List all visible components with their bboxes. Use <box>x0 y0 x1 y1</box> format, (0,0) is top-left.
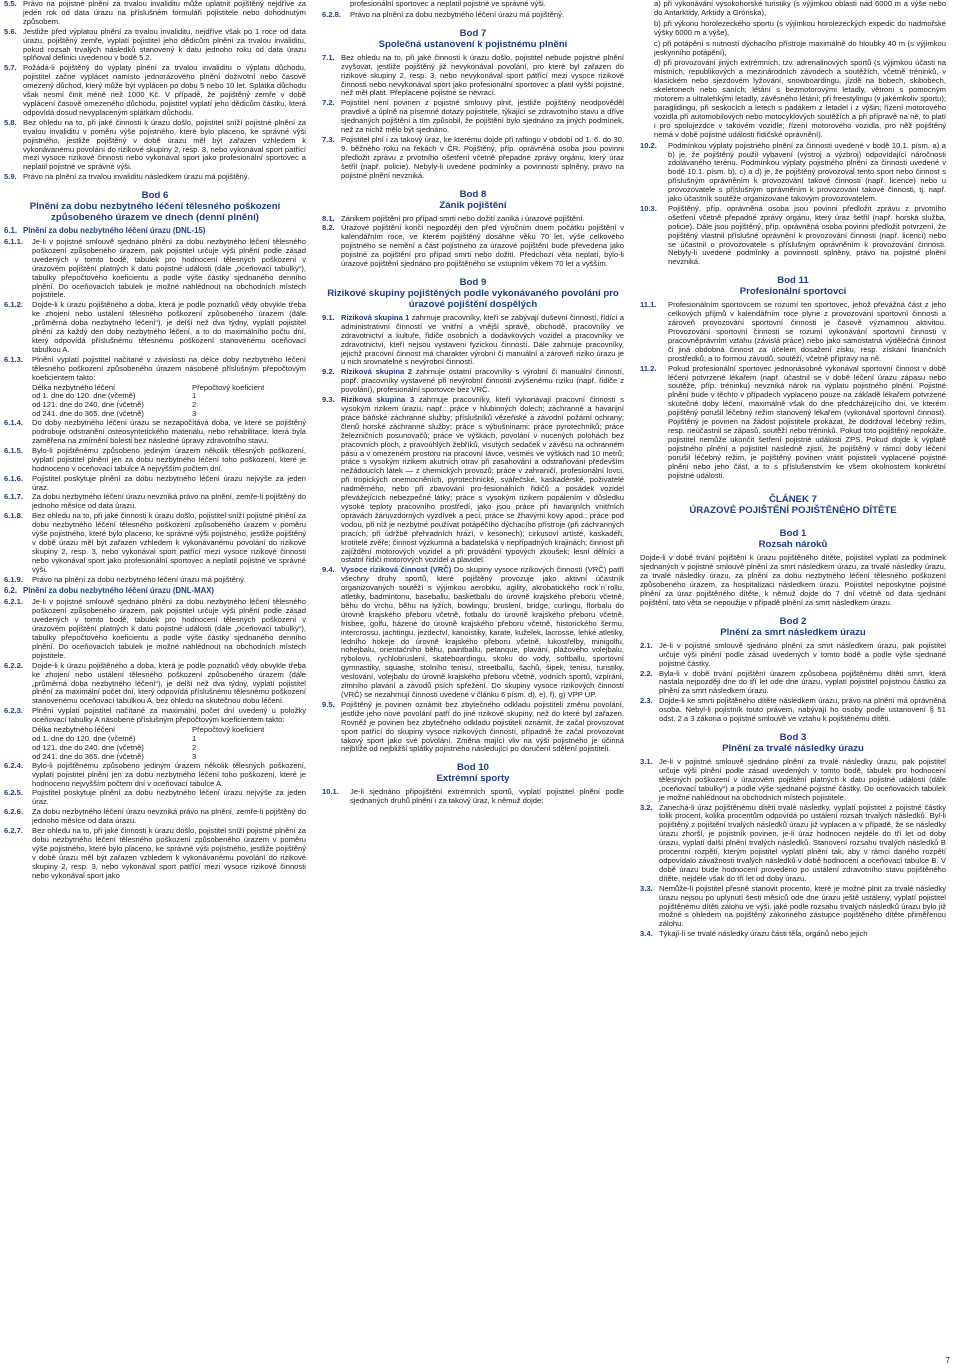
numbered-item <box>4 808 306 826</box>
column-right <box>640 0 946 940</box>
item-text <box>341 314 624 367</box>
item-text: Je-li v pojistné smlouvě sjednáno plnění za trvalé následky úrazu, pak pojistitel určuje výši plnění podle zásad uvedených v tomto bodě, tabulek pro hodnocení tělesných poškození v úrazovém pojištění platných k datu pojistné události (dále „oceňovací tabulky“) a podle výše sjednané pojistné částky. Do oceňovacích tabulek je možné nahlédnout na obchodních místech pojistitele. <box>659 757 946 802</box>
item-number: 6.1.7. <box>4 492 23 502</box>
bod3-heading: Plnění za trvalé následky úrazu <box>722 743 864 754</box>
bod2-items <box>640 642 946 724</box>
section-6-1-heading <box>4 227 306 236</box>
item-number: 5.6. <box>4 26 17 36</box>
item-number: 6.1.6. <box>4 473 23 483</box>
numbered-item <box>4 173 306 182</box>
section-6-2-heading <box>4 587 306 596</box>
item-text: Pojistitel poskytuje plnění za dobu nezbytného léčení úrazu nejvýše za jeden úraz. <box>32 788 306 807</box>
coef-duration: od 121. dne do 240. dne (včetně) <box>32 400 144 410</box>
coef-value: 3 <box>192 751 197 761</box>
bod10-items <box>322 788 624 806</box>
bod9-title: Bod 9 <box>459 276 487 288</box>
letter-item: b) při výkonu horolezeckého sportu (s výjimkou horolezeckých expedic do nadmořské výšky 6000 m a výše), <box>654 18 946 37</box>
clanek-7-heading-block <box>640 494 946 516</box>
numbered-item <box>4 512 306 574</box>
coef-duration: od 241. dne do 365. dne (včetně) <box>32 409 144 419</box>
coef-duration: od 121. dne do 240. dne (včetně) <box>32 742 144 752</box>
bod7-title: Bod 7 <box>459 27 487 39</box>
item-text: Zánikem pojištění pro případ smrti nebo dožití zaniká i úrazové pojištění. <box>341 213 585 223</box>
item-6-2-8: 6.2.8. Právo na plnění za dobu nezbytného léčení úrazu má pojištěný. <box>322 9 565 19</box>
bod9-items <box>322 314 624 754</box>
bod1-text: Dojde-li v době trvání pojištění k úrazu pojištěného dítěte, pojistitel vyplatí za podmínek sjednaných v pojistné smlouvě plnění za smrt následkem úrazu, za trvalé následky úrazu, za trvalé následky úrazu, za plnění za dobu nezbytného léčení tělesného poškození způsobeného úrazem, za hospitalizaci následkem úrazu. Pojistitel neposkytne pojistné plnění za úraz pojištěného dítěte, k němuž dojde do 7 dní včetně od data sjednání pojištění, tato věta se nepoužije v případě plnění za smrt následkem úrazu. <box>640 553 946 607</box>
bod1-title: Bod 1 <box>779 528 807 540</box>
item-text: Profesionálním sportovcem se rozumí ten sportovec, jehož převážná část z jeho celkových příjmů v kalendářním roce plyne z provozování sportovní činnosti a zároveň provozování sportovní činnosti je časově významnou aktivitou. Provozování sportovní činnosti se rozumí vykonávání sportovní činnosti v pracovněprávním vztahu (závislá práce) nebo jako samostatná výdělečná činnost či jiná obdobná činnost za účelem dosažení zisku, resp. získání finančních prostředků, a to formou závodů, soutěží, včetně přípravy na ně. <box>668 300 946 363</box>
numbered-item <box>4 356 306 383</box>
item-text: Je-li v pojistné smlouvě sjednáno plnění za dobu nezbytného léčení tělesného poškození způsobeného úrazem, pak pojistitel určuje výši plnění podle zásad uvedených v tomto bodě, tabulek pro hodnocení tělesných poškození v úrazovém pojištění platných k datu pojistné události (dále „oceňovací tabulky“), tabulky přepočtového koeficientu a podle výše částky sjednaného denního plnění. Do oceňovacích tabulek je možné nahlédnout na obchodních místech pojistitele. <box>32 237 306 300</box>
item-number: 6.1.5. <box>4 445 23 455</box>
bod10-heading: Extrémní sporty <box>436 773 510 785</box>
item-text: Pokud profesionální sportovec jednonásobně vykonával sportovní činnost v době léčení potvrzené lékařem (např. účastnil se v době léčení úrazu zápasu nebo soutěže, příp. tréninku) nevzniká nárok na výplatu pojistného plnění. Pojistné plnění bude v těchto v případech vyplaceno pouze na základě lékařem potvrzené skutečné doby léčení, maximálně však do dne předcházejícího dni, ve kterém pojištěný porušil léčebný režim stanovený lékařem (vykonával sportovní činnost). Pojištěný je povinen na žádost pojistitele prokázat, že dodržoval léčebný režim, resp. neúčastnil se zápasů, soutěží nebo tréninků. Pokud toto pojištěný nepokáže, pojistitel nemůže ukončit šetření pojistné události ZPS. Pokud dojde k výplatě pojistného plnění a pojistitel následně zjistí, že pojištěný v rámci doby léčení porušil léčebný režim, je pojištěný povinen vrátit pojistiteli vyplacené pojistné plnění nebo jeho část, a to s příslušenstvím ke všem okolnostem konkrétní pojistné události. <box>668 363 946 480</box>
column-middle <box>322 0 624 807</box>
numbered-item <box>640 758 946 803</box>
bod11-heading: Profesionální sportovci <box>739 286 847 298</box>
bod7-heading-block <box>322 28 624 50</box>
item-text <box>341 566 624 700</box>
item-text: Jestliže před výplatou plnění za trvalou invaliditu, nejdříve však po 1 roce od data úrazu, pojištěný zemře, vyplatí pojistitel jeho dědicům plnění za trvalou invaliditu, pokud rozsah trvalých následků stanovený k datu jednoho roku od data úrazu splňoval definici uvedenou v bodě 5.2. <box>23 26 306 63</box>
item-number: 5.9. <box>4 172 17 182</box>
numbered-item <box>4 475 306 493</box>
section-6-1-items-b <box>4 419 306 584</box>
section-6-2-items-b <box>4 762 306 881</box>
item-body: zahrnuje pracovníky, kteří se zabývají duševní činností, řídící a administrativní činností ve vnitřní a vnější správě, obchodě, pracovníky ve zdravotnictví a kultuře, řidiče osobních a dodávkových vozidel a pracovníky ve zdravotnictví, kteří nejsou vystaveni fyzickou činností. Dále zahrnuje pracovníky, jejichž pracovní činnost má charakter výrobní či manuální a zároveň riziko úrazu je u nich srovnatelné s nevýrobní činností. <box>341 312 624 367</box>
numbered-item <box>322 136 624 181</box>
item-number: 9.4. <box>322 565 335 575</box>
item-number: 6.2.1. <box>4 597 23 607</box>
item-text: Právo na pojistné plnění za trvalou invaliditu může uplatnit pojištěný nejdříve za jeden rok od data úrazu na příslušném formuláři pojistitele nebo dohodnutým způsobem. <box>23 0 306 26</box>
item-bold-lead: Riziková skupina 3 <box>341 395 415 405</box>
numbered-item <box>640 697 946 724</box>
numbered-item <box>4 301 306 354</box>
item-text: Právo na plnění za dobu nezbytného léčení úrazu má pojištěný. <box>32 574 247 584</box>
section-6-1-items-a <box>4 238 306 383</box>
coef-value: 1 <box>192 391 197 401</box>
item-text: Podmínkou výplaty pojistného plnění za činnosti uvedené v bodě 10.1. písm. a) a b) je, že pojištěný použil vybavení (výstroj a výzbroj) odpovídající náročnosti zdolávaného terénu. Podmínkou výplaty pojistného plnění za činnosti uvedené v bodě 10.1. písm. b), c) a d) je, že pojištěný provozoval tento sport nebo činnost s příslušným oprávněním k provozování takové činnosti (např. licence) nebo u provozovatele s příslušným oprávněním k provozování takové činnosti, tj. např. jako účastník soutěže organizované takovým provozovatelem. <box>668 140 946 204</box>
coef-table-a-header: Délka nezbytného léčení Přepočtový koeficient <box>32 382 265 392</box>
item-text <box>341 396 624 565</box>
letter-item: c) při potápění s nutností dýchacího přístroje maximálně do hloubky 40 m (s výjimkou jeskynního potápění), <box>654 38 946 57</box>
item-text: Byla-li v době trvání pojištění úrazem způsobena pojištěnému dítěti smrt, která nastala nejpozději dne do tří let ode dne úrazu, vyplatí pojistitel pojistnou částku za plnění za smrt následkem úrazu. <box>659 668 946 696</box>
item-text: Bez ohledu na to, při jaké činnosti k úrazu došlo, pojistitel sníží pojistné plnění za dobu nezbytného léčení tělesného poškození způsobeného úrazem v poměru výše pojistného, které bylo placeno, ke správné výši pojistného, jestliže pojištěný v době úrazu měl být zařazen vzhledem k vykonávanému povolání do rizikové skupiny 2, resp. 3, nebo vykonával sport patřící mezi vysoce rizikové činnosti nebo vykonával sport jako <box>32 826 306 880</box>
item-text: Dojde-li ke smrti pojištěného dítěte následkem úrazu, právo na plnění má oprávněná osoba. Nebyl-li pojistník touto právem, nabývají ho osoby podle ustanovení § 51 odst. 2 a 3 zákona o pojistné smlouvě ve vztahu k pojištěnému dítěti. <box>659 696 946 724</box>
item-text: Do doby nezbytného léčení úrazu se nezapočítává doba, ve které se pojištěný podrobuje odstranění osteosyntetického materiálu, nebo rehabilitace, která byla zaměřena na zmírnění bolesti bez následné úpravy zdravotního stavu. <box>32 418 306 445</box>
bod1-heading-block <box>640 528 946 550</box>
item-number: 5.5. <box>4 0 17 8</box>
bod9-heading: Rizikové skupiny pojištěných podle vykonávaného povolání pro úrazové pojištění dospělých <box>327 287 619 310</box>
column-left <box>4 0 306 881</box>
bod2-title: Bod 2 <box>779 615 807 627</box>
item-text: Pojistitel plní i za takový úraz, ke kterému dojde při raftingu v období od 1. 6. do 30. 9. běžného roku na řekách v ČR. Pojištěný, příp. oprávněná osoba jsou povinni předložit zprávu z prvotního ošetření včetně přepadné zprávy orgánu, který úraz šetřil (např. policie). Nebyly-li uvedené podmínky a povinnosti splněny, právo na pojistné plnění nevzniká. <box>341 134 624 180</box>
item-text: Úrazové pojištění končí nejpozději den před výročním dnem počátku pojištění v kalendářním roce, ve kterém pojištěný dosáhne věku 70 let, výše celkového pojistného se nemění a část pojistného za úrazové pojištění bude převedena jako pojistné za pojištění pro případ smrti nebo dožití. Předchozí věta neplatí, bylo-li úrazové pojištění sjednáno pro pojištěného se vstupním věkem 70 let a vyšším. <box>341 223 624 269</box>
item-text: Týkají-li se trvalé následky úrazu části těla, orgánů nebo jejich <box>659 929 868 939</box>
numbered-item <box>4 662 306 707</box>
item-number: 3.2. <box>640 802 653 812</box>
item-bold-lead: Riziková skupina 1 <box>341 312 410 322</box>
bod9-heading-block <box>322 277 624 310</box>
coef-table-a-rows <box>4 392 306 419</box>
item-text: Pojistitel není povinen z pojistné smlouvy plnit, jestliže pojištěný neodpověděl pravdivě a úplně na písemné dotazy pojistitele, týkající se zdravotního stavu a dříve sjednaných pojištění a tím způsobil, že pojištění bylo sjednáno za jiných podmínek, než za nichž mělo být sjednáno. <box>341 98 624 135</box>
coef-value: 2 <box>192 742 197 752</box>
bod2-heading-block <box>640 616 946 638</box>
numbered-item <box>4 762 306 789</box>
numbered-item <box>322 396 624 565</box>
coef-value: 3 <box>192 409 197 419</box>
bod2-heading: Plnění za smrt následkem úrazu <box>720 626 866 638</box>
numbered-item <box>322 54 624 99</box>
item-number: 9.5. <box>322 699 335 709</box>
numbered-item <box>322 701 624 754</box>
numbered-item <box>640 930 946 939</box>
item-number: 6.1.8. <box>4 511 23 521</box>
continued-text: profesionální sportovec a neplatil pojistné ve správné výši. <box>350 0 546 8</box>
extreme-sport-letter-items <box>640 0 946 140</box>
coef-table-b <box>4 726 306 762</box>
item-number: 5.7. <box>4 63 17 73</box>
item-number: 2.1. <box>640 640 653 650</box>
bod6-title: Bod 6 <box>141 190 169 202</box>
bod8-heading-block <box>322 189 624 211</box>
item-text: Dojde-li k úrazu pojištěného a doba, která je podle poznatků vědy obvykle třeba ke zhojení nebo ustálení tělesného poškození způsobeného úrazem (dále „průměrná doba nezbytného léčení“), je delší než dva týdny, vyplatí pojistitel plnění za maximální počet dní, který odpovídá příslušnému tělesnému poškození stanovenému oceňovací tabulkou A, bez ohledu na skutečnou dobu léčení. <box>32 660 306 706</box>
numbered-item <box>322 224 624 269</box>
numbered-item <box>4 493 306 511</box>
bod7-heading: Společná ustanovení k pojistnému plnění <box>378 38 568 50</box>
coef-value: 2 <box>192 400 197 410</box>
item-number: 6.1.3. <box>4 354 23 364</box>
item-number: 6.2.4. <box>4 760 23 770</box>
item-text: Bylo-li pojištěnému způsobeno jediným úrazem několik tělesných poškození, vyplatí pojistitel plnění jen za dobu nezbytného léčení toho poškození, které je hodnoceno v oceňovací tabulce A nejvyšším počtem dní. <box>32 445 306 473</box>
item-text <box>341 701 624 754</box>
item-text: Bez ohledu na to, při jaké činnosti k úrazu došlo, pojistitel nebude pojistné plnění zvyšovat, jestliže pojištěný již nevykonával povolání, pro které byl zařazen do rizikové skupiny 2, resp. 3, nebo nevykonával sport patřící mezi vysoce rizikové činnosti nebo nevykonával sport jako profesionální sportovec a platil vyšší pojistné, než měl platit. Přeplacené pojistné se nevrací. <box>341 52 624 98</box>
bod8-title: Bod 8 <box>459 188 487 200</box>
numbered-item <box>4 238 306 300</box>
item-text: Bez ohledu na to, při jaké činnosti k úrazu došlo, pojistitel sníží pojistné plnění za dobu nezbytného léčení tělesného poškození způsobeného úrazem v poměru výše pojistného, které bylo placeno, ke správné výši pojistného, jestliže pojištěný v době úrazu měl být zařazen vzhledem k vykonávanému povolání do rizikové skupiny 2, resp. 3, nebo vykonával sport patřící mezi vysoce rizikové činnosti nebo vykonával sport jako profesionální sportovec a neplatil pojistné ve správné výši. <box>32 511 306 574</box>
item-number: 6.1.9. <box>4 574 23 584</box>
item-number: 6.2.5. <box>4 788 23 798</box>
numbered-item <box>640 205 946 267</box>
bod10-heading-block <box>322 762 624 784</box>
clanek-7-title: ČLÁNEK 7 <box>769 494 817 506</box>
item-number: 9.1. <box>322 312 335 322</box>
item-text: Je-li sjednáno připojištění extrémních sportů, vyplatí pojistitel plnění podle sjednaných druhů plnění i za takový úraz, k němuž dojde: <box>350 787 624 806</box>
coef-table-b-rows <box>4 735 306 762</box>
item-text: Je-li v pojistné smlouvě sjednáno plnění za dobu nezbytného léčení tělesného poškození způsobeného úrazem, pak pojistitel určuje výši plnění podle zásad uvedených v tomto bodě, tabulek pro hodnocení tělesných poškození v úrazovém pojištění platných k datu pojistné události (dále „oceňovací tabulky“), tabulky přepočtového koeficientu a podle výše částky sjednaného denního plnění. Do oceňovacích tabulek je možné nahlédnout na obchodních místech pojistitele. <box>32 597 306 660</box>
bod3-title: Bod 3 <box>779 732 807 743</box>
section-6-2-num: 6.2. <box>4 586 18 596</box>
item-number: 3.3. <box>640 883 653 893</box>
numbered-item <box>322 99 624 135</box>
item-body: zahrnuje ostatní pracovníky s výrobní či manuální činností, popř. pracovníky vystavené při nevýrobní činnosti zvýšenému riziku (např. řidiče z povolání), profesionální sportovce bez VRČ. <box>341 367 624 395</box>
item-text: Je-li v pojistné smlouvě sjednáno plnění za smrt následkem úrazu, pak pojistitel určuje výši plnění podle zásad uvedených v tomto bodě a podle výše sjednané pojistné částky. <box>659 640 946 668</box>
bod11-heading-block <box>640 275 946 297</box>
bod11-items <box>640 301 946 480</box>
coef-duration: od 1. dne do 120. dne (včetně) <box>32 391 136 401</box>
item-number: 6.2.7. <box>4 826 23 836</box>
item-text: Dojde-li k úrazu pojištěného a doba, která je podle poznatků vědy obvykle třeba ke zhojení nebo ustálení tělesného poškození způsobeného úrazem (dále „průměrná doba nezbytného léčení“), je delší než dva týdny, vyplatí pojistitel plnění za každý den doby nezbytného léčení, a to do maximálního počtu dní, který odpovídá příslušnému tělesnému poškození stanovenému oceňovací tabulkou A. <box>32 300 306 354</box>
item-number: 2.3. <box>640 696 653 706</box>
item-number: 6.1.4. <box>4 418 23 428</box>
item-number: 6.2.3. <box>4 706 23 716</box>
bod6-heading: Plnění za dobu nezbytného léčení tělesného poškození způsobeného úrazem ve dnech (denní plnění) <box>29 201 281 224</box>
bod10-items-cont <box>640 142 946 268</box>
item-number: 10.2. <box>640 140 657 150</box>
numbered-item <box>4 64 306 117</box>
coef-value: 1 <box>192 733 197 743</box>
numbered-item <box>4 789 306 807</box>
item-number: 11.1. <box>640 300 657 310</box>
coef-duration: od 241. dne do 365. dne (včetně) <box>32 751 144 761</box>
numbered-item <box>640 642 946 669</box>
item-number: 7.1. <box>322 52 335 62</box>
numbered-item <box>640 670 946 697</box>
item-number: 7.2. <box>322 98 335 108</box>
item-text: Nemůže-li pojistitel přesně stanovit procento, které je možné plnit za trvalé následky úrazu nejsou po uplynutí šesti měsíců ode dne úrazu ještě ustáleny, vyplatí pojistitel pojištěnému dítěti zálohu ve výši, jaké podle rozsahu trvalých následků úrazu bylo již možné s ohledem na pojištěný zákonného zástupce pojištěného dítěte přiměřenou zálohu. <box>659 883 946 929</box>
item-number: 3.1. <box>640 757 653 766</box>
letter-item: d) při provozování jiných extrémních, tzv. adrenalinových sportů (s výjimkou účasti na místních, republikových a mezinárodních závodech a soutěžích, včetně tréninků, v klasickém nebo sjezdovém lyžování, snowboardingu, jízdě na bobech, skibobech, skeletonech nebo saních; létání s bezmotorovými letadly, větroni s pomocným motorem a ultralehkými letadly, závěsného létání; při freestylingu (v jakémkoliv sportu); paraglidingu, při seskocích a letech s padákem z letadel i z výšin; řízení motorového vozidla při automobilových nebo motocyklových soutěžích a při přípravě na ně, to platí i pro spolujezdce v takovém vozidle; řízení motorového vozidla, pro něž pojištěný nemá v době pojistné události řidičské oprávnění). <box>654 58 946 139</box>
numbered-item <box>640 885 946 930</box>
bod3-items <box>640 758 946 939</box>
item-text <box>341 368 624 395</box>
item-number: 7.3. <box>322 134 335 144</box>
item-number: 6.2.2. <box>4 660 23 670</box>
item-text: Zanechá-li úraz pojištěnému dítěti trvalé následky, vyplatí pojistitel z pojistné částky tolik procent, kolika procentům odpovídá po ustálení rozsah trvalých následků. Byl-li pojištěný z pojištění trvalých následků úrazu již vyplacen a v případě, že se následky úrazu zhorší, je pojistník povinen, je-li úraz hodnocen nejdéle do tří let od doby úrazu, vyplatí další plnění trvalých následků. Stanovení rozsahu trvalých následků B procentní rozpětí, kterým pojistitel vyplatí plnění tak, aby v rámci daného rozpětí odpovídalo závažnosti trvalých následků v době hodnocení a oceňovací tabulce B. V době úrazu bude hodnocení provedeno po ustálení zdravotního stavu pojištěného dítěte, nejdéle však do tří let od doby úrazu. <box>659 802 946 883</box>
item-number: 8.1. <box>322 213 335 223</box>
item-bold-lead: Riziková skupina 2 <box>341 367 413 377</box>
item-text: Plnění vyplatí pojistitel načítané v závislosti na délce doby nezbytného léčení tělesného poškození způsobeného úrazem násobené příslušným přepočtovým koeficientem takto: <box>32 354 306 382</box>
section-6-1-title: Plnění za dobu nezbytného léčení úrazu (DNL-15) <box>23 226 206 236</box>
numbered-item <box>322 788 624 806</box>
item-text: Plnění vyplatí pojistitel načítané za maximální počet dní uvedený u položky oceňovací tabulky A násobené příslušným přepočtovým koeficientem takto: <box>32 706 306 725</box>
numbered-item <box>640 301 946 363</box>
item-number: 10.3. <box>640 203 657 213</box>
item-number: 5.8. <box>4 117 17 127</box>
item-text: Za dobu nezbytného léčení úrazu nevzniká právo na plnění, zemře-li pojištěný do jednoho měsíce od data úrazu. <box>32 807 306 826</box>
bod10-title: Bod 10 <box>457 762 489 774</box>
bod3-heading-block <box>640 732 946 754</box>
bod11-title: Bod 11 <box>777 275 809 287</box>
item-number: 10.1. <box>322 787 339 797</box>
numbered-item <box>4 827 306 880</box>
numbered-item <box>640 142 946 204</box>
numbered-item <box>322 368 624 395</box>
item-number: 8.2. <box>322 223 335 233</box>
coef-table-a <box>4 384 306 420</box>
clanek-7-heading: ÚRAZOVÉ POJIŠTĚNÍ POJIŠTĚNÉHO DÍTĚTE <box>689 505 897 517</box>
item-text: Bylo-li pojištěnému způsobeno jediným úrazem několik tělesných poškození, vyplatí pojistitel plnění jen za dobu nezbytného léčení toho poškození, které je hodnoceno nejvyšším počtem dní v oceňovací tabulce A. <box>32 760 306 788</box>
numbered-item <box>4 0 306 27</box>
bod6-heading-block <box>4 190 306 223</box>
numbered-item <box>4 707 306 725</box>
item-text: Pojištěný, příp. oprávněná osoba jsou povinni předložit zprávu z prvotního ošetření včetně přepadné zprávy orgánu, který úraz šetřil (např. horská služba, policie). Dále jsou pojištěný, příp. oprávněná osoba povinni předložit potvrzení, že pojištěný vlastnil příslušné oprávnění k provozování činnosti (např. licenci) nebo se účastnil o provozovatele s příslušným oprávněním k provozování činnosti. Nebyly-li uvedené podmínky a povinnosti splněny, právo na pojistné plnění nevzniká. <box>668 203 946 267</box>
numbered-item <box>322 314 624 367</box>
numbered-item <box>4 447 306 474</box>
item-bold-lead: Vysoce riziková činnost (VRČ) <box>341 565 452 575</box>
item-body: zahrnuje pracovníky, kteří vykonávají pracovní činnosti s vysokým rizikem úrazu, např.: práce v hlubinných dolech; záchranné a havarijní práce báňské záchranné služby; příslušníků vězeňské a závodní požární ochrany; členů horské záchranné služby; práce s výbušninami; práce pyrotechniků; práce železničních posunovačů; práce ve výškách, povolání v nucených polohách bez pracovních ploch, z pravoúhlých žebříků, visutých sedaček v závěsu na ochranném pásu a v omezeném prostoru na pracovní lávce, vesmés ve výškách nad 10 metrů; práce s vysokým rizikem akutních otrav při zasahování a odstraňování především nežádoucích látek — z chemických provozů; práce v zahraničí, profesionální lovci, při tropických onemocněních, pyrotechnické, svářečské, kaskadérské, poživatelé nadměrného, nebo při zbavování pro-fesionálních řidičů a posádek vozidel převážejících nebezpečné látky; práce s vysokým rizikem popálením v důsledku vysoké teploty pracovního prostředí, jako jsou práce při havarijních vnitřních opravách žáruvzdorných vyzdívek a pecí, práce se žhavými kovy apod.; práce pod vodou, při níž je nezbytné používat potápěčího dýchacího přístroje (při záchranných pracích, při údržbě přehradních hrází, v kesonech); cirkusoví artisté, kaskadéři, krotitelé zvěře; činnost výzkumná a badatelská v nepřípadných krajinách; činnost při zajíždění motorových vozidel a při provádění typových zkoušek; lesní dělníci a ostatní řidiči motorových vozidel a plavidel. <box>341 395 624 565</box>
section-5-items <box>4 0 306 182</box>
section-6-2-title: Plnění za dobu nezbytného léčení úrazu (DNL-MAX) <box>23 586 215 596</box>
bod1-heading: Rozsah nároků <box>758 539 828 551</box>
item-number: 2.2. <box>640 668 653 678</box>
section-6-1-num: 6.1. <box>4 226 18 236</box>
section-6-2-items-a <box>4 598 306 725</box>
letter-item: a) při vykonávání vysokohorské turistiky (s výjimkou oblasti nad 6000 m a výše nebo do Antarktidy, Arktidy a Grónska), <box>654 0 946 17</box>
numbered-item <box>4 419 306 446</box>
item-number: 9.3. <box>322 395 335 405</box>
numbered-item <box>322 566 624 700</box>
item-number: 6.1.2. <box>4 300 23 310</box>
item-number: 11.2. <box>640 363 657 373</box>
item-number: 6.2.6. <box>4 807 23 817</box>
numbered-item <box>4 576 306 585</box>
bod8-items <box>322 215 624 269</box>
page-number: 7 <box>945 1356 950 1365</box>
coef-duration: od 1. dne do 120. dne (včetně) <box>32 733 136 743</box>
numbered-item <box>4 119 306 172</box>
numbered-item <box>4 28 306 64</box>
item-body: Pojištěný je povinen oznámit bez zbytečného odkladu pojistiteli změnu povolání, jestliže jeho nové povolání patří do jiné rizikové skupiny, než do které byl zařazen. Rovněž je povinen bez zbytečného odkladu pojistiteli oznámit, že začal provozovat sport patřící do skupiny vysoce rizikových činností, případně že začal provozovat takový sport jako své povolání. Změna mající vliv na výši pojistného je účinná nejblíže od nejbližší splátky pojistného následující po doručení sdělení pojistiteli. <box>341 699 624 754</box>
item-body: Do skupiny vysoce rizikových činností (VRČ) patří všechny druhy sportů, které pojištěný provozuje jako aktivní účastník organizovaných soutěží s výjimkou aerobiku, agility, akrobatického rock´n´rollu, atletiky, badmintonu, baseballu, basketbalu do úrovně krajského přeboru včetně, běhu do vrchu, běhu na lyžích, bowlingu, bruslení, bridge, curlingu, florbalu do úrovně krajského přeboru včetně, fotbalu do úrovně krajského přeboru včetně, frisbee, golfu, házené do úrovně krajského přeboru včetně, historického šermu, intercrossu, jachtingu, jezdectví, kanoistiky, karate, kuželek, lacrosse, lehké atletiky, ledního hokeje do úrovně krajského přeboru včetně, lukostřelby, minigolfu, nohejbalu, orientačního běhu, paintballu, petanque, plavání, plážového volejbalu, rybolovu, rychlobruslení, skateboardingu, skoku do vody, softballu, sportovní gymnastiky, squashe, stolního tenisu, streetballu, šachů, šipek, tenisu, turistiky, veslování, volejbalu do úrovně krajského přeboru včetně, vodních sportů, vzpírání, zimního plavání a závodů psích spřežení. Do skupiny vysoce rizikových činností (VRČ) se nezahrnují činnosti uvedené v článku 6 písm. d), e), f), g) VPP ÚP. <box>341 565 625 699</box>
coef-table-b-header: Délka nezbytného léčení Přepočtový koeficient <box>32 725 265 735</box>
item-text: Pojistitel poskytuje plnění za dobu nezbytného léčení úrazu nejvýše za jeden úraz. <box>32 473 306 492</box>
numbered-item <box>640 804 946 884</box>
item-text: Právo na plnění za trvalou invaliditu následkem úrazu má pojištěný. <box>23 172 250 182</box>
bod8-heading: Zánik pojištění <box>439 199 507 211</box>
item-number: 6.1.1. <box>4 237 23 247</box>
numbered-item <box>4 598 306 660</box>
item-number: 9.2. <box>322 367 335 377</box>
numbered-item <box>640 365 946 481</box>
numbered-item <box>322 215 624 224</box>
item-text: Bez ohledu na to, při jaké činnosti k úrazu došlo, pojistitel sníží pojistné plnění za trvalou invaliditu v poměru výše pojistného, které bylo placeno, ke správné výši pojistného, jestliže pojištěný v době úrazu měl být zařazen vzhledem k vykonávanému povolání do rizikové skupiny 2, resp. 3, nebo vykonával sport patřící mezi vysoce rizikové činnosti nebo vykonával sport jako profesionální sportovec a neplatil pojistné ve správné výši. <box>23 117 306 172</box>
item-number: 3.4. <box>640 929 653 939</box>
item-text: Požádá-li pojištěný do výplaty plnění za trvalou invaliditu o výplatu důchodu, pojistitel začne vyplácet namísto jednorázového plnění doživotní nebo časově omezený důchod, který může být vyplácen po dobu 5 nebo 10 let. Splátka důchodu však nesmí činit méně než 1000 Kč. V případě, že pojištěný zemře v době vyplácení časově omezeného důchodu, pojistitel vyplatí jeho dědicům částku, která odpovídá dosud nevyplaceným splátkám důchodu. <box>23 63 306 117</box>
bod7-items <box>322 54 624 181</box>
item-text: Za dobu nezbytného léčení úrazu nevzniká právo na plnění, zemře-li pojištěný do jednoho měsíce od data úrazu. <box>32 492 306 511</box>
